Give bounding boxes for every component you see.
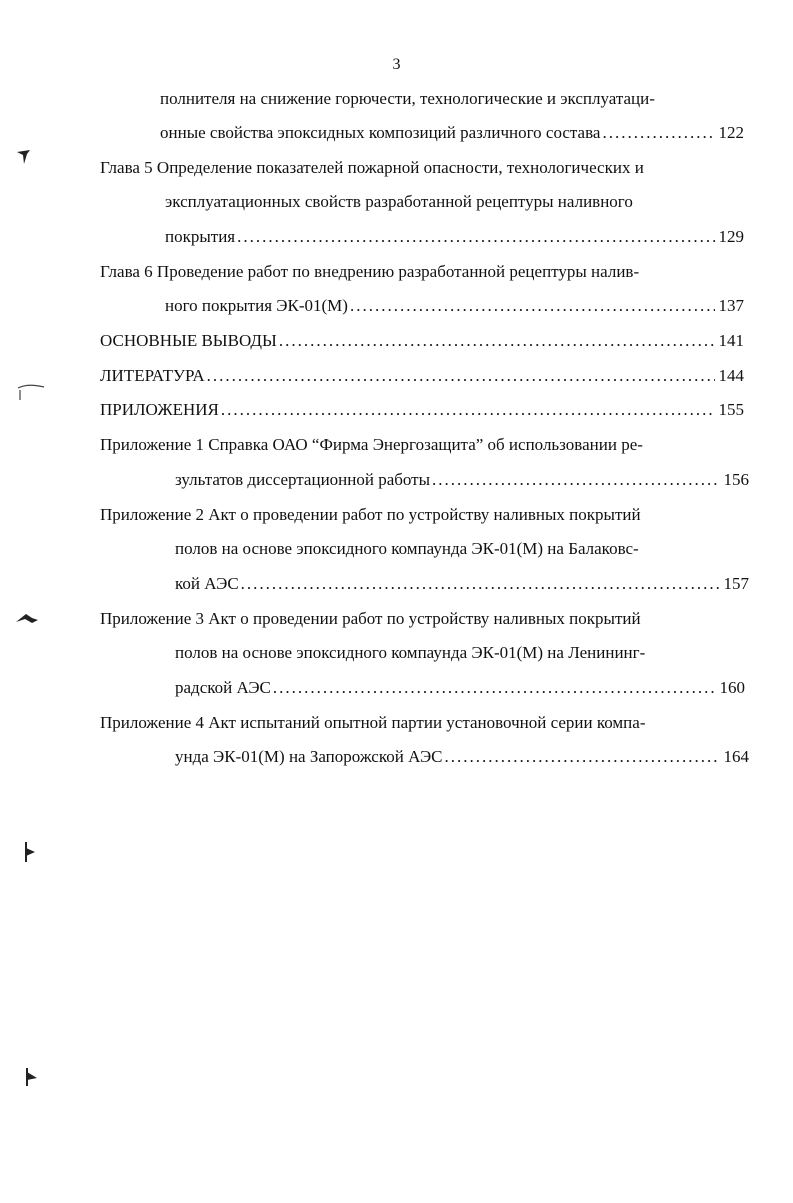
- toc-entry-literature: [100, 364, 744, 388]
- toc-entry-appendices: [100, 398, 744, 422]
- toc-line-continuation: [175, 468, 749, 492]
- toc-page-number: 137: [718, 296, 744, 315]
- toc-line-text: ного покрытия ЭК-01(М): [165, 296, 348, 315]
- dot-leader: [221, 398, 715, 422]
- toc-line-text: ПРИЛОЖЕНИЯ: [100, 400, 219, 419]
- toc-page-number: 164: [723, 747, 749, 766]
- toc-entry-appendix-1: [100, 433, 710, 457]
- toc-line-text: ОСНОВНЫЕ ВЫВОДЫ: [100, 331, 277, 350]
- toc-page-number: 129: [718, 227, 744, 246]
- toc-entry-conclusions: [100, 329, 744, 353]
- toc-page-number: 144: [718, 366, 744, 385]
- toc-entry-appendix-3: [100, 607, 715, 631]
- toc-line-text: эксплуатационных свойств разработанной рецептуры наливного: [165, 192, 633, 211]
- toc-line-text: радской АЭС: [175, 678, 271, 697]
- toc-line-continuation: [175, 572, 749, 596]
- page-number: 3: [392, 56, 401, 73]
- scan-mark: [14, 146, 36, 168]
- toc-line-text: Глава 5 Определение показателей пожарной опасности, технологических и: [100, 158, 644, 177]
- dot-leader: [602, 121, 714, 145]
- dot-leader: [350, 294, 715, 318]
- toc-line-text: кой АЭС: [175, 574, 239, 593]
- toc-line-text: полов на основе эпоксидного компаунда ЭК-01(М) на Ленининг-: [175, 643, 646, 662]
- toc-line-continuation: [175, 537, 715, 561]
- dot-leader: [273, 676, 716, 700]
- toc-line-continuation: [165, 225, 744, 249]
- toc-line-continuation: [175, 676, 745, 700]
- toc-page-number: 160: [719, 678, 745, 697]
- toc-line-text: полнителя на снижение горючести, технологические и эксплуатаци-: [160, 89, 655, 108]
- dot-leader: [445, 745, 720, 769]
- toc-line-continuation: [175, 641, 715, 665]
- toc-line-text: покрытия: [165, 227, 236, 246]
- toc-line-continuation: [165, 190, 710, 214]
- scan-mark: [14, 382, 48, 404]
- toc-entry-appendix-2: [100, 503, 715, 527]
- toc-line-text: Глава 6 Проведение работ по внедрению разработанной рецептуры налив-: [100, 262, 640, 281]
- toc-line-text: ЛИТЕРАТУРА: [100, 366, 205, 385]
- toc-line-continuation: [175, 745, 749, 769]
- toc-line-text: зультатов диссертационной работы: [175, 470, 431, 489]
- dot-leader: [432, 468, 719, 492]
- toc-line-text: Приложение 4 Акт испытаний опытной партии установочной серии компа-: [100, 713, 646, 732]
- scan-mark: [18, 838, 40, 866]
- toc-line-continuation: [165, 294, 744, 318]
- toc-page-number: 157: [723, 574, 749, 593]
- dot-leader: [207, 364, 715, 388]
- toc-line-text: унда ЭК-01(М) на Запорожской АЭС: [175, 747, 443, 766]
- toc-page-number: 141: [718, 331, 744, 350]
- toc-page-number: 122: [718, 123, 744, 142]
- toc-page-number: 156: [723, 470, 749, 489]
- toc-entry-chapter-6: [100, 260, 710, 284]
- toc-line-text: полов на основе эпоксидного компаунда ЭК-01(М) на Балаковс-: [175, 539, 639, 558]
- toc-entry-chapter-5: [100, 156, 710, 180]
- toc-entry-appendix-4: [100, 711, 715, 735]
- toc-line-continuation: [160, 87, 710, 111]
- dot-leader: [237, 225, 714, 249]
- toc-line-continuation: [160, 121, 744, 145]
- toc-line-text: Приложение 3 Акт о проведении работ по устройству наливных покрытий: [100, 609, 641, 628]
- toc-line-text: Приложение 1 Справка ОАО “Фирма Энергозащита” об использовании ре-: [100, 435, 643, 454]
- toc-line-text: онные свойства эпоксидных композиций различного состава: [160, 123, 601, 142]
- dot-leader: [279, 329, 715, 353]
- scan-mark: [12, 608, 42, 630]
- dot-leader: [241, 572, 720, 596]
- toc-line-text: Приложение 2 Акт о проведении работ по устройству наливных покрытий: [100, 505, 641, 524]
- toc-page-number: 155: [718, 400, 744, 419]
- scan-mark: [20, 1064, 42, 1090]
